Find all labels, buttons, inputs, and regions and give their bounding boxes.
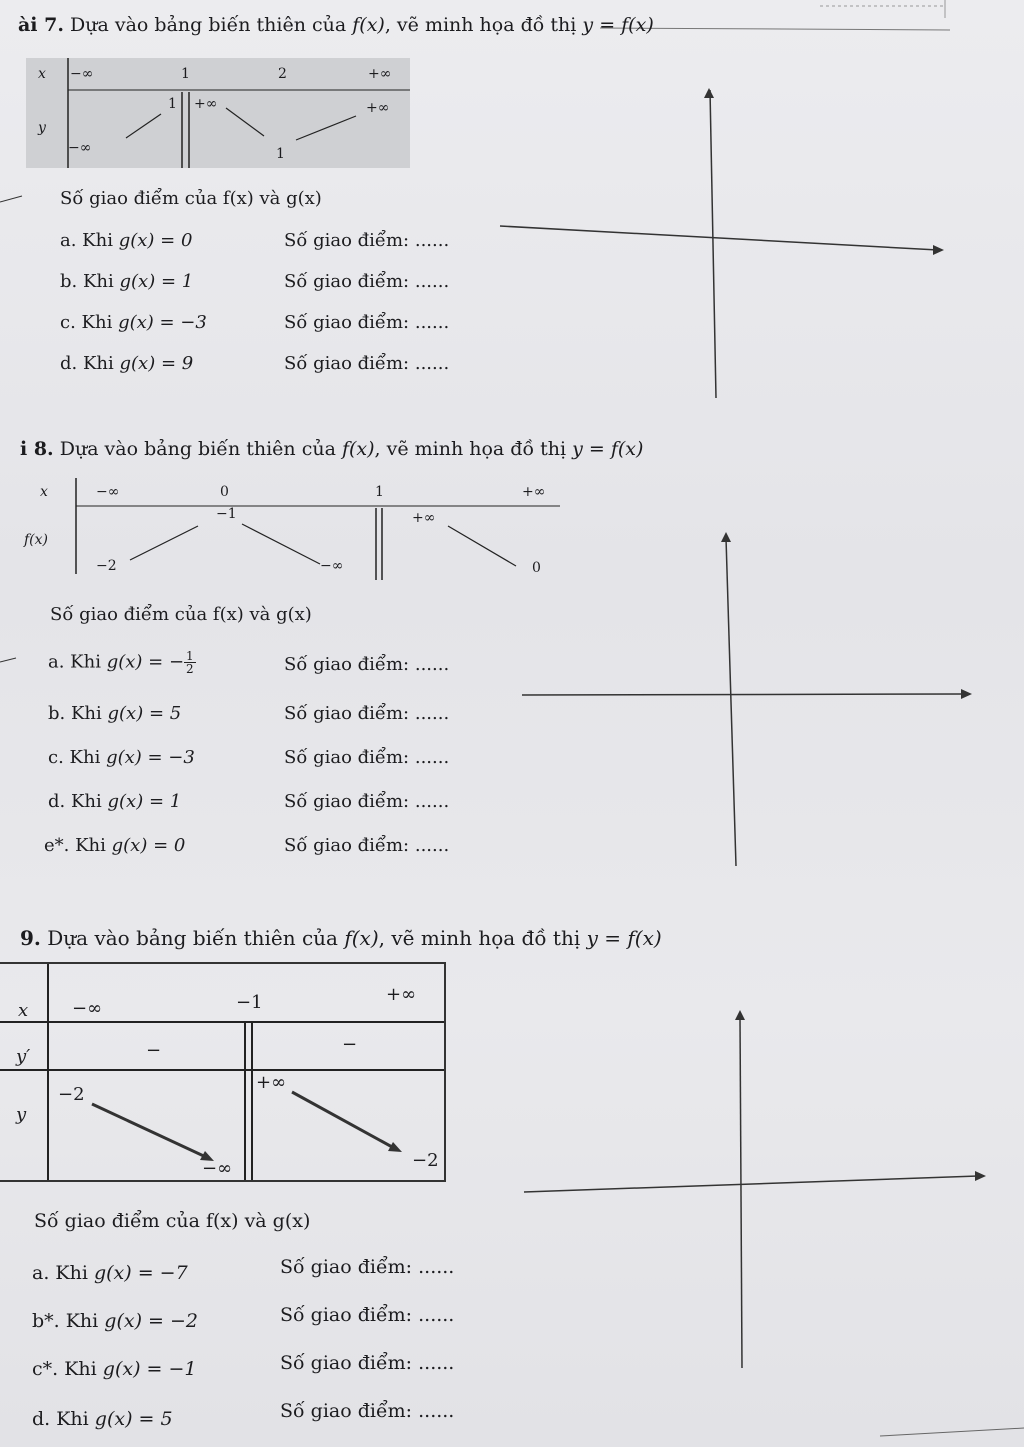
- problem-8-answer-d[interactable]: Số giao điểm: ......: [284, 791, 450, 812]
- table-9-deriv-sign-right: −: [342, 1034, 358, 1055]
- problem-9-answer-a[interactable]: Số giao điểm: ......: [280, 1256, 455, 1278]
- problem-8-q-e: e*. Khi g(x) = 0: [44, 835, 186, 856]
- problem-7-q-a: a. Khi g(x) = 0: [60, 230, 193, 251]
- problem-9-q-b: b*. Khi g(x) = −2: [32, 1310, 199, 1332]
- table-9-x-neg1: −1: [236, 992, 263, 1013]
- table-8-y-right-of-1: +∞: [412, 510, 436, 526]
- problem-8-answer-b[interactable]: Số giao điểm: ......: [284, 703, 450, 724]
- problem-8-q-a: a. Khi g(x) = − $\frac{1}{2}$: [48, 649, 194, 676]
- problem-7-answer-d[interactable]: Số giao điểm: ......: [284, 353, 450, 374]
- table-9-x-pos-inf: +∞: [386, 984, 417, 1005]
- problem-8-answer-c[interactable]: Số giao điểm: ......: [284, 747, 450, 768]
- problem-8-answer-a[interactable]: Số giao điểm: ......: [284, 654, 450, 675]
- problem-8-title: i 8. Dựa vào bảng biến thiên của f(x), vẽ minh họa đồ thị y = f(x): [20, 438, 644, 460]
- problem-9-heading: Số giao điểm của f(x) và g(x): [34, 1210, 311, 1232]
- table-7-x-label: x: [38, 66, 46, 82]
- problem-9-axes[interactable]: [0, 1000, 1024, 1447]
- problem-9-answer-c[interactable]: Số giao điểm: ......: [280, 1352, 455, 1374]
- problem-7-answer-c[interactable]: Số giao điểm: ......: [284, 312, 450, 333]
- table-7-y-label: y: [38, 120, 46, 136]
- problem-7-answer-b[interactable]: Số giao điểm: ......: [284, 271, 450, 292]
- problem-8-heading: Số giao điểm của f(x) và g(x): [50, 604, 312, 625]
- problem-7-heading: Số giao điểm của f(x) và g(x): [60, 188, 322, 209]
- table-9-deriv-sign-left: −: [146, 1040, 162, 1061]
- table-7-y-start: −∞: [68, 140, 92, 156]
- table-7-x-neg-inf: −∞: [70, 66, 94, 82]
- problem-9-answer-d[interactable]: Số giao điểm: ......: [280, 1400, 455, 1422]
- table-9-y-label: y: [16, 1104, 27, 1125]
- problem-7-axes[interactable]: [0, 80, 1024, 410]
- table-7-y-end: +∞: [366, 100, 390, 116]
- table-8-x-0: 0: [220, 484, 229, 500]
- problem-8-axes[interactable]: [0, 520, 1024, 880]
- table-8-y-max: −1: [216, 506, 237, 522]
- table-9-x-neg-inf: −∞: [72, 998, 103, 1019]
- table-9-y-right-of-neg1: +∞: [256, 1072, 287, 1093]
- table-9-deriv-label: y′: [16, 1046, 31, 1067]
- problem-9-q-c: c*. Khi g(x) = −1: [32, 1358, 197, 1380]
- table-9-y-end: −2: [412, 1150, 439, 1171]
- table-7-y-right-of-1: +∞: [194, 96, 218, 112]
- problem-7-q-d: d. Khi g(x) = 9: [60, 353, 194, 374]
- problem-8-q-c: c. Khi g(x) = −3: [48, 747, 195, 768]
- problem-9-q-a: a. Khi g(x) = −7: [32, 1262, 188, 1284]
- table-8-x-label: x: [40, 484, 48, 500]
- table-7-x-1: 1: [181, 66, 190, 82]
- table-8-x-1: 1: [375, 484, 384, 500]
- table-8-fx-label: f(x): [24, 532, 49, 548]
- problem-7-q-c: c. Khi g(x) = −3: [60, 312, 207, 333]
- table-9-y-left-of-neg1: −∞: [202, 1158, 233, 1179]
- table-7-x-pos-inf: +∞: [368, 66, 392, 82]
- problem-8-answer-e[interactable]: Số giao điểm: ......: [284, 835, 450, 856]
- problem-8-q-d: d. Khi g(x) = 1: [48, 791, 182, 812]
- problem-7-title: ài 7. Dựa vào bảng biến thiên của f(x), vẽ minh họa đồ thị y = f(x): [18, 14, 654, 36]
- table-8-y-end: 0: [532, 560, 541, 576]
- table-9-y-start: −2: [58, 1084, 85, 1105]
- problem-7-answer-a[interactable]: Số giao điểm: ......: [284, 230, 450, 251]
- table-8-x-pos-inf: +∞: [522, 484, 546, 500]
- problem-7-q-b: b. Khi g(x) = 1: [60, 271, 194, 292]
- table-8-x-neg-inf: −∞: [96, 484, 120, 500]
- problem-9-title: 9. Dựa vào bảng biến thiên của f(x), vẽ minh họa đồ thị y = f(x): [20, 926, 662, 950]
- problem-8-q-b: b. Khi g(x) = 5: [48, 703, 182, 724]
- table-8-y-left-of-1: −∞: [320, 558, 344, 574]
- table-7-x-2: 2: [278, 66, 287, 82]
- table-8-y-start: −2: [96, 558, 117, 574]
- problem-9-answer-b[interactable]: Số giao điểm: ......: [280, 1304, 455, 1326]
- table-9-x-label: x: [18, 1000, 29, 1021]
- table-7-y-min: 1: [276, 146, 285, 162]
- table-7-y-left-of-1: 1: [168, 96, 177, 112]
- problem-9-q-d: d. Khi g(x) = 5: [32, 1408, 173, 1430]
